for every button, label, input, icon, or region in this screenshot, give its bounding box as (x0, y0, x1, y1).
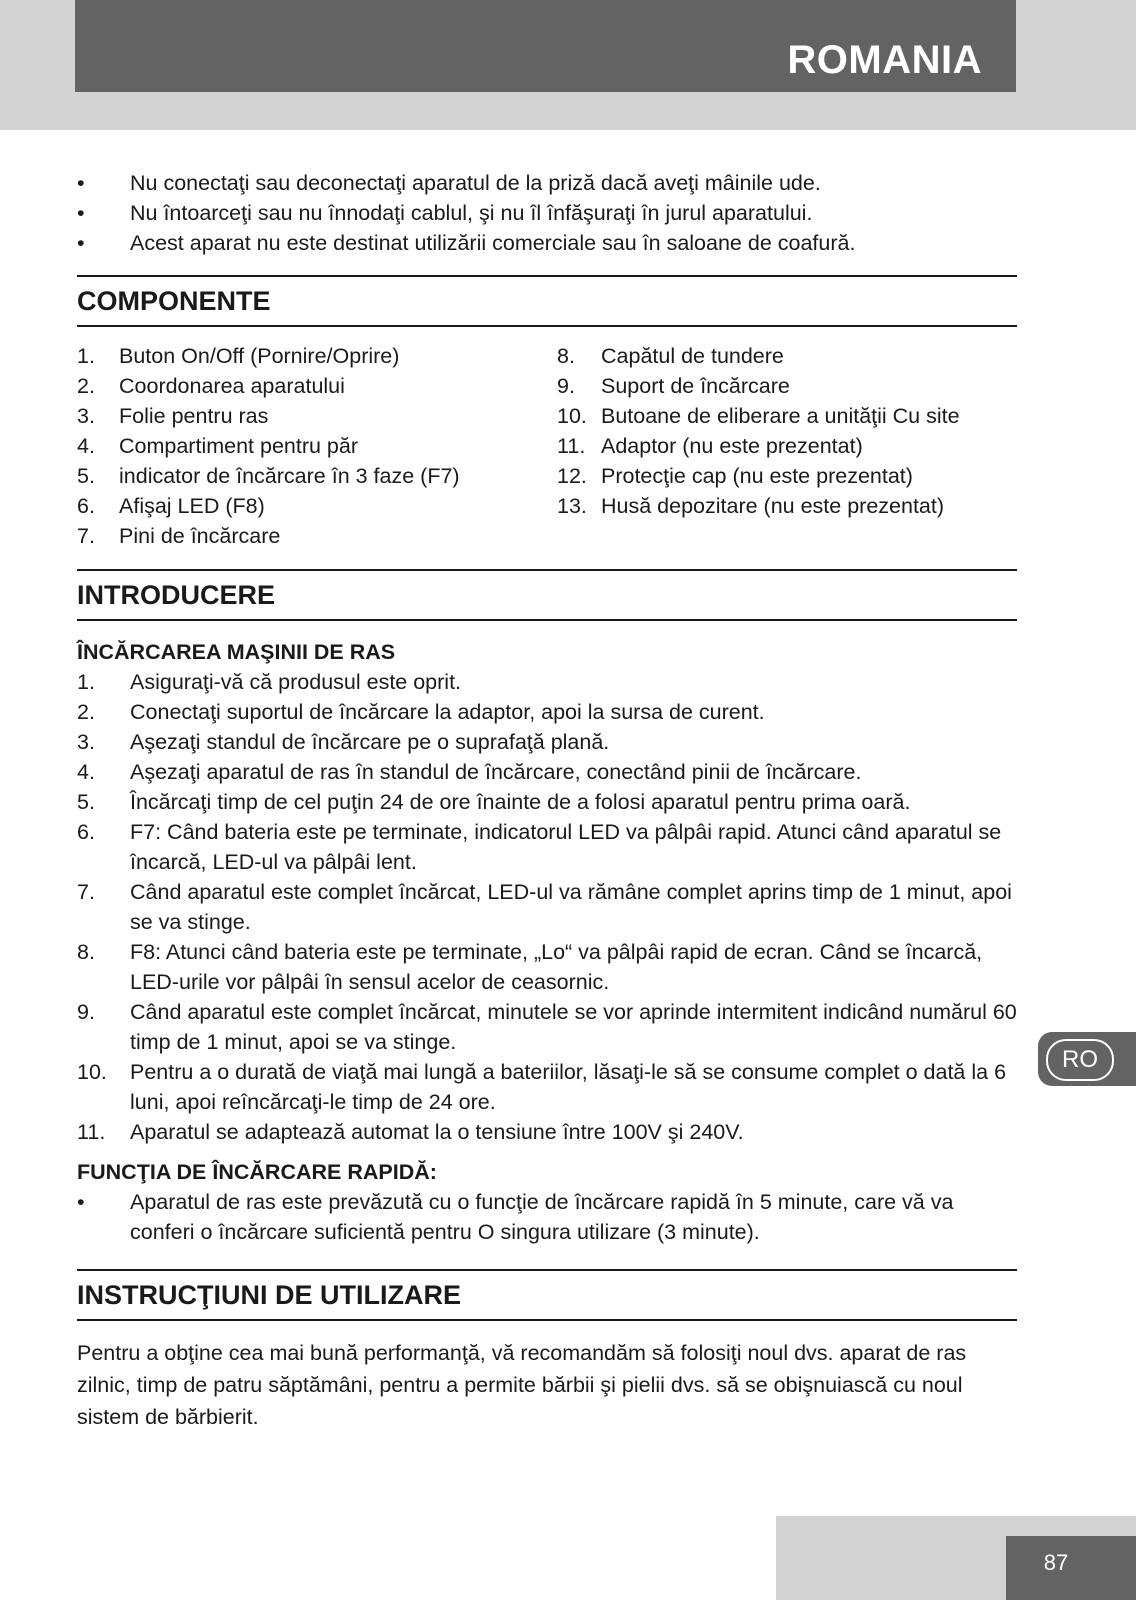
list-item: 9. Când aparatul este complet încărcat, minutele se vor aprinde intermitent indicând numărul 60 timp de 1 minut, apoi se va stinge. (77, 1000, 1017, 1054)
list-item: 9. Suport de încărcare (557, 374, 790, 398)
bullet: • (77, 201, 85, 225)
charging-steps (77, 667, 1017, 1147)
list-item: 5. indicator de încărcare în 3 faze (F7) (77, 464, 460, 488)
subheading-fast-charge: FUNCŢIA DE ÎNCĂRCARE RAPIDĂ: (77, 1160, 437, 1184)
section-heading-components: COMPONENTE (77, 286, 271, 316)
list-item: 1. Asiguraţi-vă că produsul este oprit. (77, 670, 462, 694)
bullet: • (77, 231, 85, 255)
list-item: 10. Butoane de eliberare a unităţii Cu site (557, 404, 960, 428)
list-item: 2. Coordonarea aparatului (77, 374, 345, 398)
divider (77, 619, 1017, 621)
warnings-list (77, 168, 1017, 258)
list-item: 10. Pentru a o durată de viaţă mai lungă a bateriilor, lăsaţi-le să se consume complet o dată la 6 luni, apoi reîncărcaţi-le timp de 24 ore. (77, 1060, 1007, 1114)
page-number-box (1006, 1536, 1136, 1600)
list-item: 8. Capătul de tundere (557, 344, 784, 368)
list-item: • Nu întoarceţi sau nu înnodaţi cablul, şi nu îl înfăşuraţi în jurul aparatului. (77, 198, 1017, 228)
list-item: 11. Aparatul se adaptează automat la o tensiune între 100V şi 240V. (77, 1120, 744, 1144)
list-item: 1. Buton On/Off (Pornire/Oprire) (77, 344, 400, 368)
header-box (75, 0, 1016, 92)
list-item: • Nu conectaţi sau deconectaţi aparatul de la priză dacă aveţi mâinile ude. (77, 168, 1017, 198)
list-item: 3. Aşezaţi standul de încărcare pe o suprafaţă plană. (77, 730, 610, 754)
bullet: • (77, 171, 85, 195)
list-item: 7. Pini de încărcare (77, 524, 281, 548)
list-item: 13. Husă depozitare (nu este prezentat) (557, 494, 945, 518)
divider (77, 325, 1017, 327)
section-heading-instructiuni: INSTRUCŢIUNI DE UTILIZARE (77, 1280, 461, 1310)
list-item: 4. Aşezaţi aparatul de ras în standul de încărcare, conectând pinii de încărcare. (77, 760, 862, 784)
list-item: 6. F7: Când bateria este pe terminate, indicatorul LED va pâlpâi rapid. Atunci când aparatul se încarcă, LED-ul va pâlpâi lent. (77, 820, 1002, 874)
components-column-left (77, 341, 557, 551)
subheading-charging: ÎNCĂRCAREA MAŞINII DE RAS (77, 640, 396, 664)
fast-charge-list (77, 1187, 1017, 1247)
section-heading-introducere: INTRODUCERE (77, 580, 276, 610)
list-item: • Acest aparat nu este destinat utilizării comerciale sau în saloane de coafură. (77, 228, 1017, 258)
components-list (77, 341, 1017, 551)
list-item: 2. Conectaţi suportul de încărcare la adaptor, apoi la sursa de curent. (77, 700, 765, 724)
list-item: 3. Folie pentru ras (77, 404, 269, 428)
instructions-paragraph: Pentru a obţine cea mai bună performanţă, vă recomandăm să folosiţi noul dvs. aparat de ras zilnic, timp de patru săptămâni, pentru a permite bărbii şi pielii dvs. să se obişnuiască cu noul sistem de bărbierit. (77, 1341, 967, 1429)
divider (77, 1319, 1017, 1321)
language-tab (1038, 1032, 1136, 1086)
page-content (77, 168, 1017, 1433)
list-item: 5. Încărcaţi timp de cel puţin 24 de ore înainte de a folosi aparatul pentru prima oară. (77, 790, 911, 814)
list-item: 4. Compartiment pentru păr (77, 434, 358, 458)
language-tab-label: RO (1046, 1039, 1114, 1081)
components-column-right (557, 341, 1037, 551)
list-item: 8. F8: Atunci când bateria este pe terminate, „Lo“ va pâlpâi rapid de ecran. Când se încarcă, LED-urile vor pâlpâi în sensul acelor de ceasornic. (77, 940, 983, 994)
list-item: • Aparatul de ras este prevăzută cu o funcţie de încărcare rapidă în 5 minute, care vă va conferi o încărcare suficientă pentru O singura utilizare (3 minute). (77, 1187, 1017, 1247)
list-item: 12. Protecţie cap (nu este prezentat) (557, 464, 913, 488)
list-item: 6. Afişaj LED (F8) (77, 494, 265, 518)
page-title: ROMANIA (787, 38, 982, 82)
bullet: • (77, 1190, 85, 1214)
list-item: 11. Adaptor (nu este prezentat) (557, 434, 863, 458)
page-number: 87 (1043, 1550, 1069, 1575)
list-item: 7. Când aparatul este complet încărcat, LED-ul va rămâne complet aprins timp de 1 minut, apoi se va stinge. (77, 880, 1012, 934)
